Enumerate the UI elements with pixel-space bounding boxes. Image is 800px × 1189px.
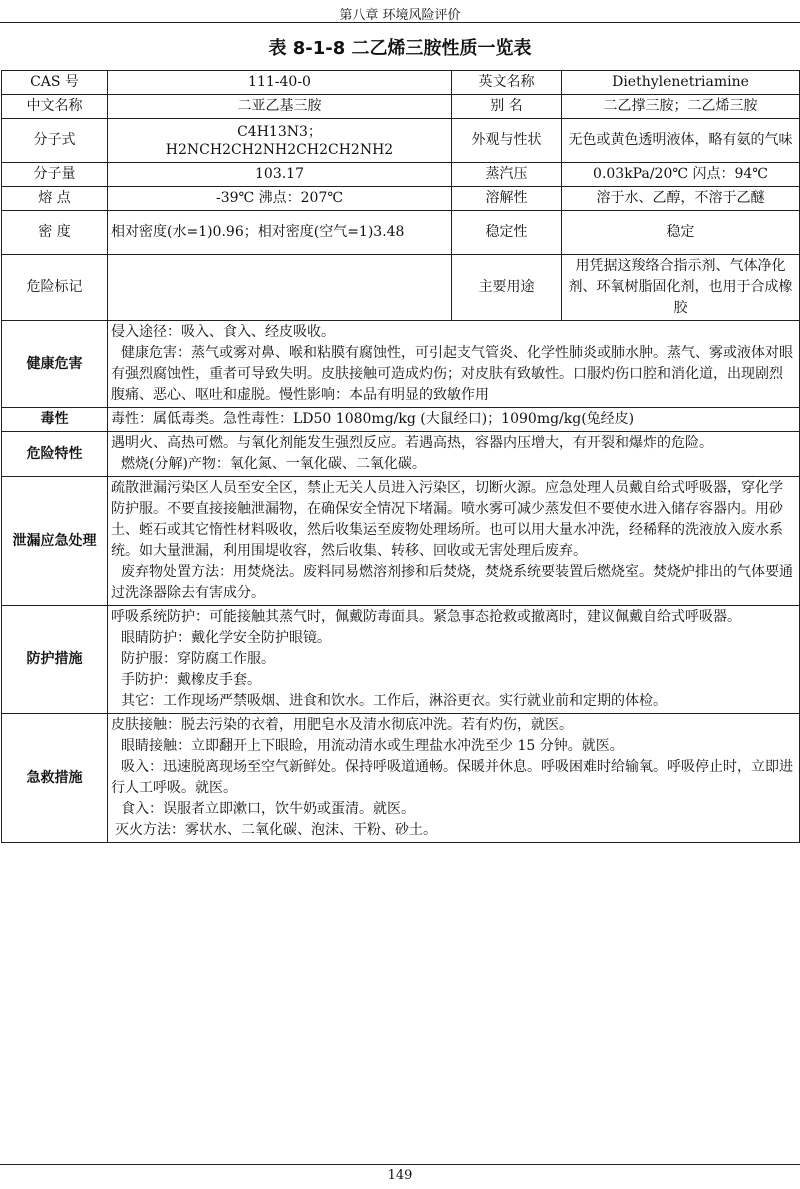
page-number: 149	[387, 1168, 413, 1183]
stability-label: 稳定性	[452, 211, 562, 255]
protect-content	[108, 606, 800, 714]
hazard-mark-value	[108, 255, 452, 321]
cn-label: 中文名称	[2, 95, 108, 119]
spill-label: 泄漏应急处理	[2, 477, 108, 606]
mw-label: 分子量	[2, 163, 108, 187]
alias-value: 二乙撑三胺；二乙烯三胺	[562, 95, 800, 119]
appearance-value: 无色或黄色透明液体，略有氨的气味	[562, 119, 800, 163]
density-value: 相对密度(水=1)0.96；相对密度(空气=1)3.48	[108, 211, 452, 255]
inhalation: 吸入：迅速脱离现场至空气新鲜处。保持呼吸道通畅。保暖并休息。呼吸困难时给输氧。呼吸停止时，立即进行人工呼吸。就医。	[111, 759, 793, 796]
hazard-mark-label: 危险标记	[2, 255, 108, 321]
health-effects: 健康危害：蒸气或雾对鼻、喉和粘膜有腐蚀性，可引起支气管炎、化学性肺炎或肺水肿。蒸气、雾或液体对眼有强烈腐蚀性，重者可导致失明。皮肤接触可造成灼伤；对皮肤有致敏性。口服灼伤口腔和消化道，出现剧烈腹痛、恶心、呕吐和虚脱。慢性影响：本品有明显的致敏作用	[111, 345, 793, 403]
row-density	[2, 211, 800, 255]
row-mp	[2, 187, 800, 211]
sol-value: 溶于水、乙醇，不溶于乙醚	[562, 187, 800, 211]
firstaid-content	[108, 714, 800, 843]
row-protect	[2, 606, 800, 714]
spill-procedure: 疏散泄漏污染区人员至安全区，禁止无关人员进入污染区，切断火源。应急处理人员戴自给式呼吸器，穿化学防护服。不要直接接触泄漏物，在确保安全情况下堵漏。喷水雾可减少蒸发但不要使水进入储存容器内。用砂土、蛭石或其它惰性材料吸收，然后收集运至废物处理场所。也可以用大量水冲洗，经稀释的洗液放入废水系统。如大量泄漏，利用围堤收容，然后收集、转移、回收或无害处理后废弃。	[111, 480, 783, 559]
formula-value	[108, 119, 452, 163]
health-route: 侵入途径：吸入、食入、经皮吸收。	[111, 324, 335, 340]
combustion-products: 燃烧(分解)产物：氧化氮、一氧化碳、二氧化碳。	[121, 456, 426, 472]
row-hazard	[2, 255, 800, 321]
row-formula	[2, 119, 800, 163]
use-label: 主要用途	[452, 255, 562, 321]
row-health	[2, 321, 800, 408]
appearance-label: 外观与性状	[452, 119, 562, 163]
respiratory-protection: 呼吸系统防护：可能接触其蒸气时，佩戴防毒面具。紧急事态抢救或撤离时，建议佩戴自给式呼吸器。	[111, 609, 741, 625]
spill-content	[108, 477, 800, 606]
danger-label: 危险特性	[2, 432, 108, 477]
cas-label: CAS 号	[2, 71, 108, 95]
eye-protection: 眼睛防护：戴化学安全防护眼镜。	[121, 630, 331, 646]
health-content	[108, 321, 800, 408]
properties-table	[1, 70, 800, 843]
toxicity-content	[108, 408, 800, 432]
vp-label: 蒸汽压	[452, 163, 562, 187]
en-value: Diethylenetriamine	[562, 71, 800, 95]
eye-contact: 眼睛接触：立即翻开上下眼睑，用流动清水或生理盐水冲洗至少 15 分钟。就医。	[121, 738, 624, 754]
header-rule	[0, 22, 800, 23]
toxicity-label: 毒性	[2, 408, 108, 432]
row-name	[2, 95, 800, 119]
skin-contact: 皮肤接触：脱去污染的衣着，用肥皂水及清水彻底冲洗。若有灼伤，就医。	[111, 717, 573, 733]
row-firstaid	[2, 714, 800, 843]
row-cas	[2, 71, 800, 95]
density-label: 密 度	[2, 211, 108, 255]
health-label: 健康危害	[2, 321, 108, 408]
other-protection: 其它：工作现场严禁吸烟、进食和饮水。工作后，淋浴更衣。实行就业前和定期的体检。	[121, 693, 667, 709]
danger-text: 遇明火、高热可燃。与氧化剂能发生强烈反应。若遇高热，容器内压增大，有开裂和爆炸的危险。	[111, 435, 713, 451]
en-label: 英文名称	[452, 71, 562, 95]
ingestion: 食入：误服者立即漱口，饮牛奶或蛋清。就医。	[121, 801, 415, 817]
body-protection: 防护服：穿防腐工作服。	[121, 651, 275, 667]
waste-disposal: 废弃物处置方法：用焚烧法。废料同易燃溶剂掺和后焚烧，焚烧系统要装置后燃烧室。焚烧炉排出的气体要通过洗涤器除去有害成分。	[111, 564, 793, 601]
formula-line-1: C4H13N3；	[237, 123, 322, 140]
cn-value: 二亚乙基三胺	[108, 95, 452, 119]
hand-protection: 手防护：戴橡皮手套。	[121, 672, 261, 688]
stability-value: 稳定	[562, 211, 800, 255]
mw-value: 103.17	[108, 163, 452, 187]
danger-content	[108, 432, 800, 477]
cas-value: 111-40-0	[108, 71, 452, 95]
vp-value: 0.03kPa/20℃ 闪点：94℃	[562, 163, 800, 187]
formula-line-2: H2NCH2CH2NH2CH2CH2NH2	[165, 141, 394, 158]
mp-label: 熔 点	[2, 187, 108, 211]
row-mw	[2, 163, 800, 187]
sol-label: 溶解性	[452, 187, 562, 211]
row-danger	[2, 432, 800, 477]
fire-extinguishing: 灭火方法：雾状水、二氧化碳、泡沫、干粉、砂土。	[115, 822, 437, 838]
mp-value: -39℃ 沸点：207℃	[108, 187, 452, 211]
row-spill	[2, 477, 800, 606]
protect-label: 防护措施	[2, 606, 108, 714]
row-toxicity	[2, 408, 800, 432]
firstaid-label: 急救措施	[2, 714, 108, 843]
table-title: 表 8-1-8 二乙烯三胺性质一览表	[268, 38, 532, 59]
chapter-header: 第八章 环境风险评价	[339, 8, 461, 23]
alias-label: 别 名	[452, 95, 562, 119]
toxicity-text: 毒性：属低毒类。急性毒性：LD50 1080mg/kg (大鼠经口)；1090mg/kg(兔经皮)	[111, 411, 635, 427]
use-value: 用凭据这羧络合指示剂、气体净化剂、环氧树脂固化剂，也用于合成橡胶	[562, 255, 800, 321]
formula-label: 分子式	[2, 119, 108, 163]
footer-rule	[0, 1164, 800, 1165]
